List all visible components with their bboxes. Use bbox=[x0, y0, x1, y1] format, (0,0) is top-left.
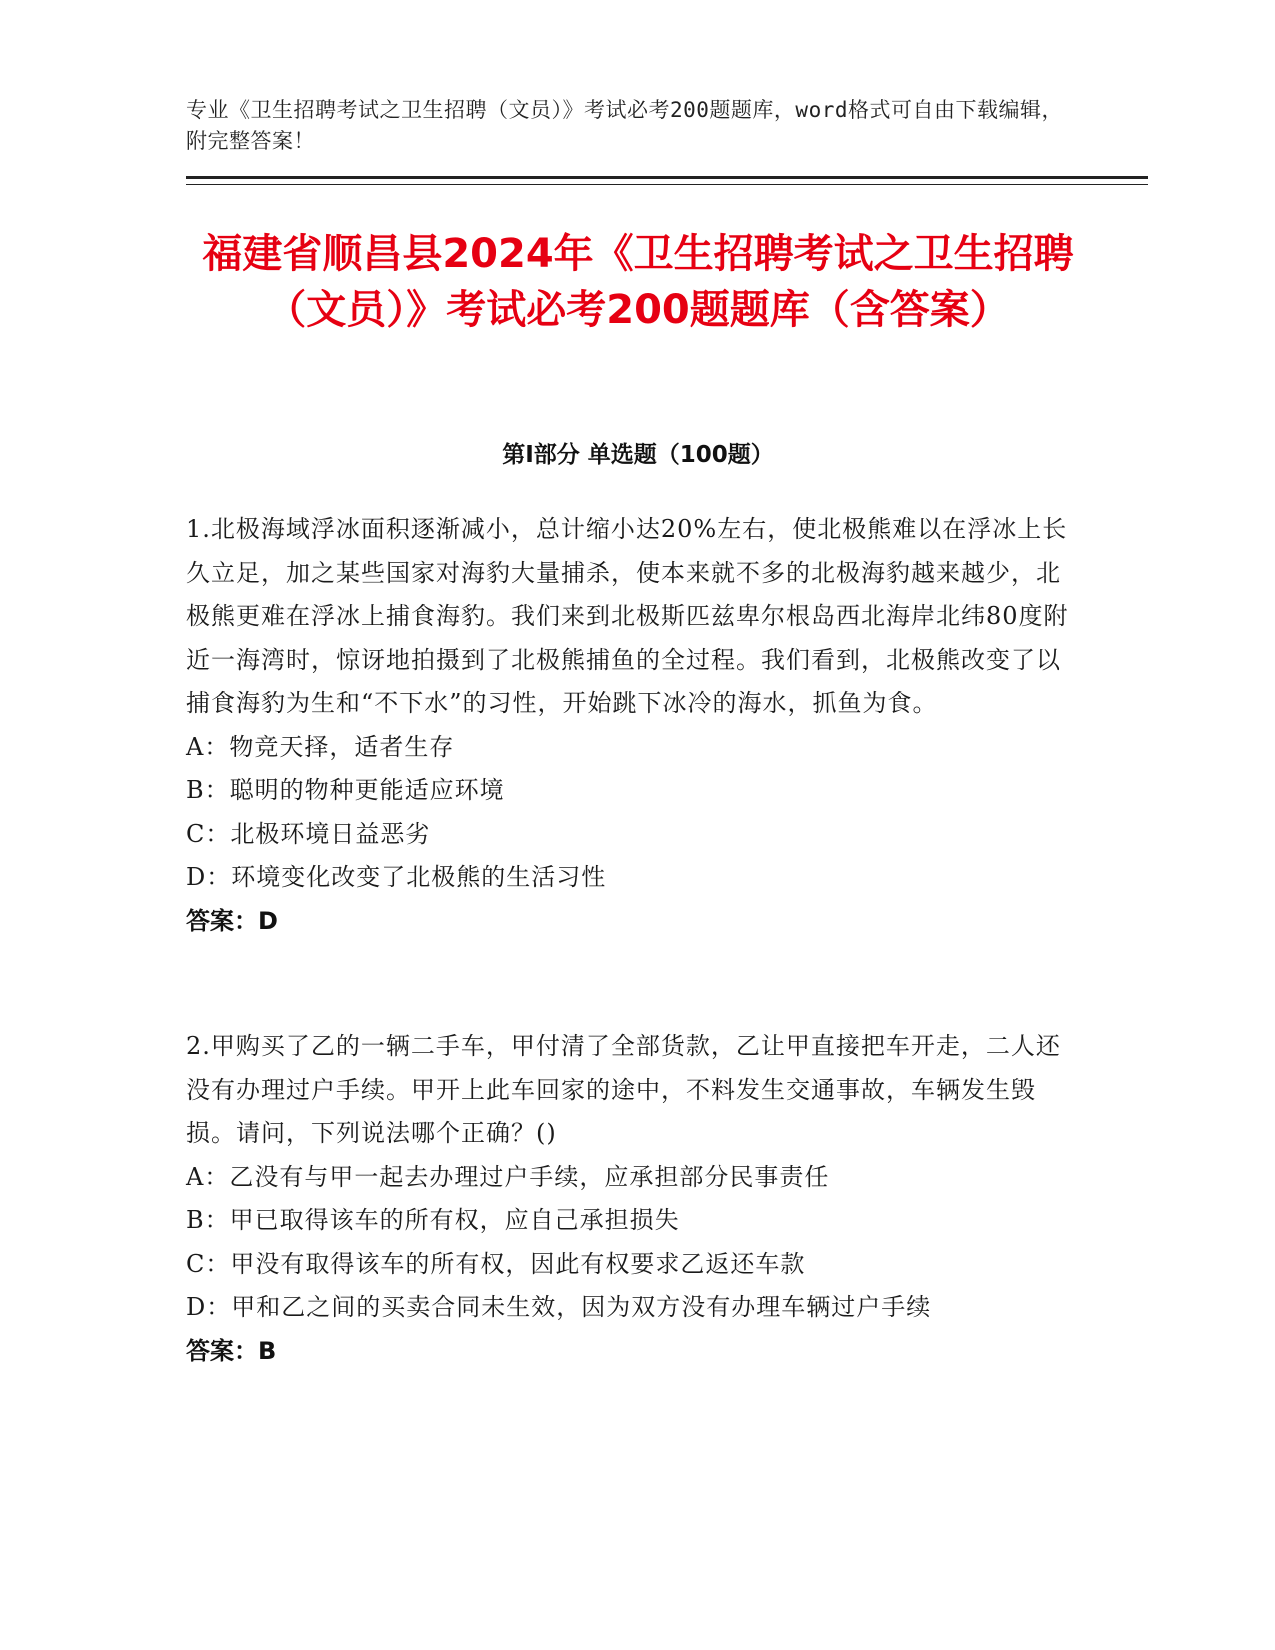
header-divider-thin bbox=[186, 184, 1148, 185]
option-a: A：乙没有与甲一起去办理过户手续，应承担部分民事责任 bbox=[186, 1162, 830, 1191]
answer: 答案：D bbox=[186, 906, 278, 935]
question-1 bbox=[186, 508, 1076, 943]
option-c: C：甲没有取得该车的所有权，因此有权要求乙返还车款 bbox=[186, 1249, 806, 1278]
header-note: 专业《卫生招聘考试之卫生招聘（文员）》考试必考200题题库，word格式可自由下载编辑，附完整答案！ bbox=[186, 98, 1063, 153]
option-d: D：甲和乙之间的买卖合同未生效，因为双方没有办理车辆过户手续 bbox=[186, 1293, 932, 1321]
option-d: D：环境变化改变了北极熊的生活习性 bbox=[186, 863, 607, 891]
option-b: B：甲已取得该车的所有权，应自己承担损失 bbox=[186, 1206, 680, 1234]
option-a: A：物竞天择，适者生存 bbox=[186, 732, 455, 761]
section-heading: 第Ⅰ部分 单选题（100题） bbox=[502, 442, 774, 468]
option-b: B：聪明的物种更能适应环境 bbox=[186, 776, 505, 804]
option-c: C：北极环境日益恶劣 bbox=[186, 819, 431, 848]
question-stem: 2.甲购买了乙的一辆二手车，甲付清了全部货款，乙让甲直接把车开走，二人还没有办理过户手续。甲开上此车回家的途中，不料发生交通事故，车辆发生毁损。请问，下列说法哪个正确？() bbox=[186, 1032, 1061, 1147]
answer: 答案：B bbox=[186, 1336, 277, 1365]
document-title: 福建省顺昌县2024年《卫生招聘考试之卫生招聘（文员）》考试必考200题题库（含答案） bbox=[202, 231, 1074, 333]
header-divider-thick bbox=[186, 176, 1148, 179]
question-2 bbox=[186, 1025, 1076, 1373]
question-stem: 1.北极海域浮冰面积逐渐减小，总计缩小达20%左右，使北极熊难以在浮冰上长久立足，加之某些国家对海豹大量捕杀，使本来就不多的北极海豹越来越少，北极熊更难在浮冰上捕食海豹。我们来到北极斯匹兹卑尔根岛西北海岸北纬80度附近一海湾时，惊讶地拍摄到了北极熊捕鱼的全过程。我们看到，北极熊改变了以捕食海豹为生和“不下水”的习性，开始跳下冰冷的海水，抓鱼为食。 bbox=[186, 515, 1069, 717]
